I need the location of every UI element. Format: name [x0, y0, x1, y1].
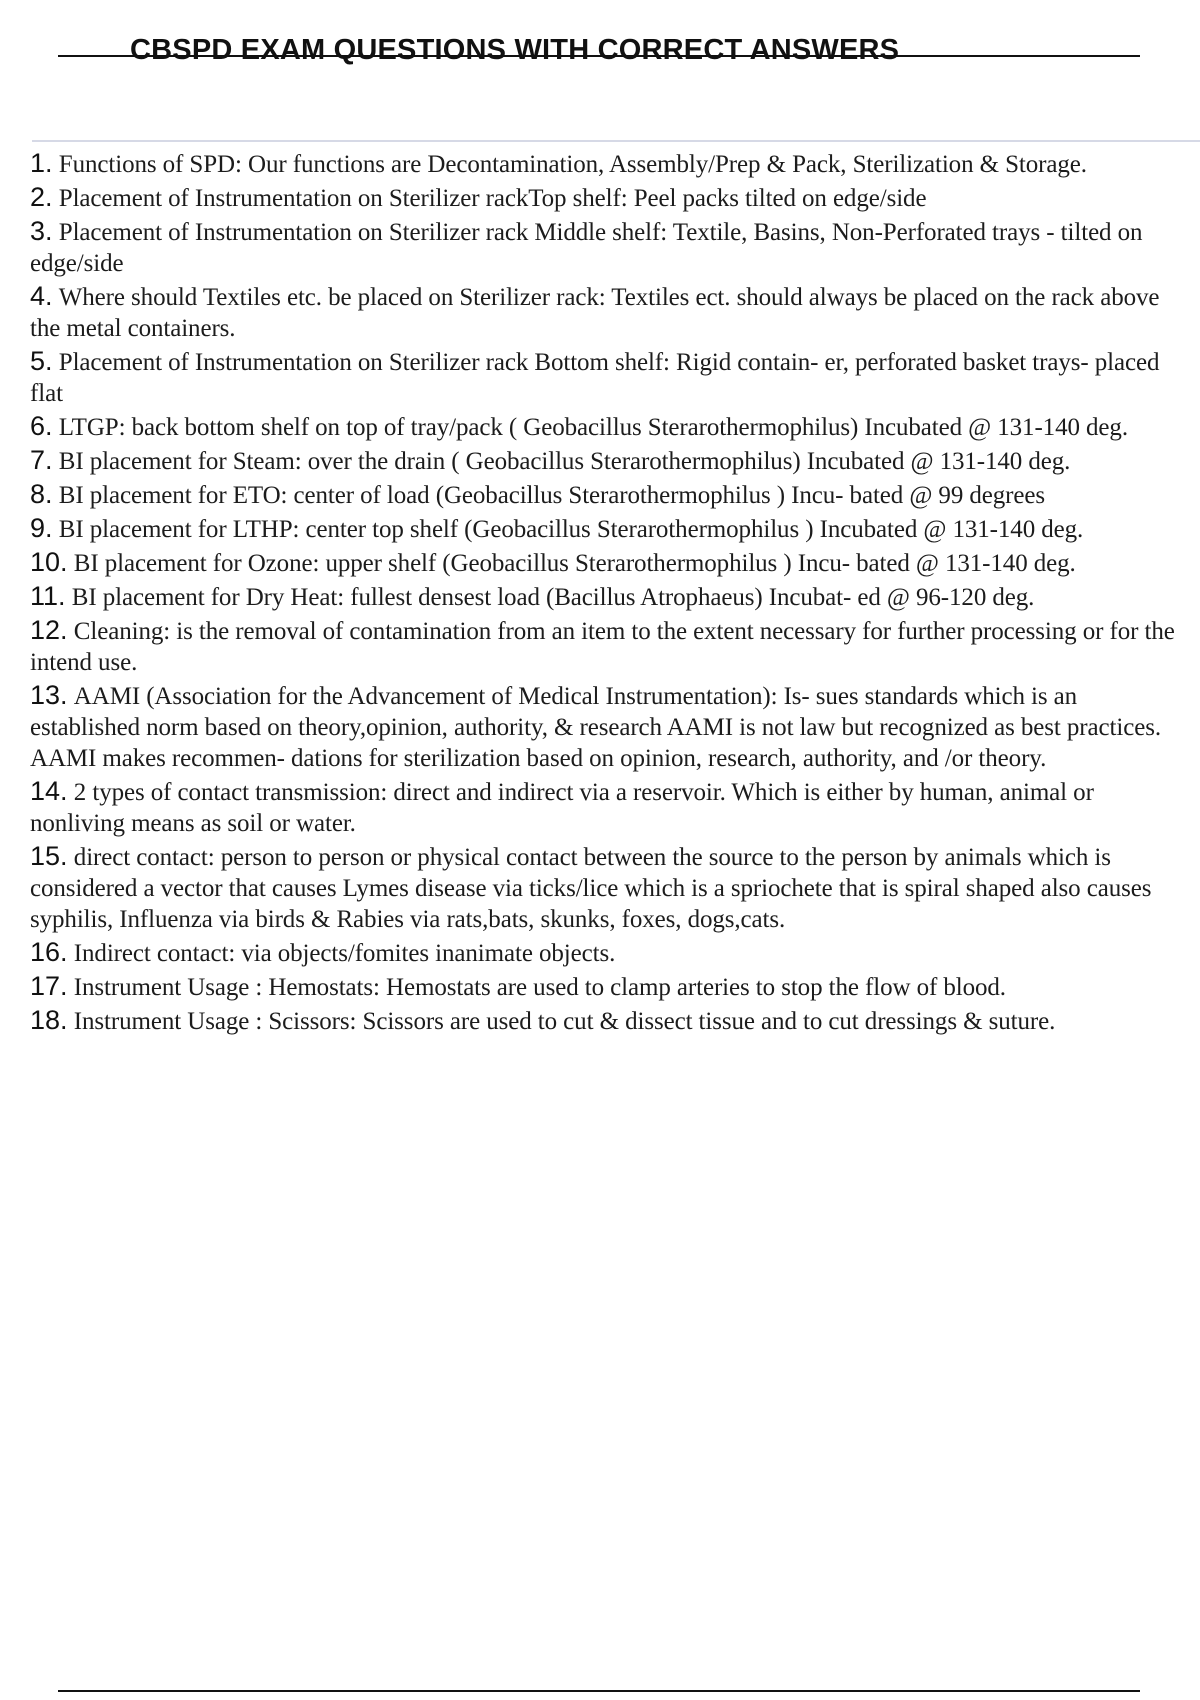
qa-number: 10.	[30, 547, 68, 577]
qa-text: Instrument Usage : Hemostats: Hemostats are used to clamp arteries to stop the flow of blood.	[73, 974, 1006, 1001]
qa-text: Placement of Instrumentation on Sterilizer rackTop shelf: Peel packs tilted on edge/side	[58, 185, 927, 212]
qa-item-18	[30, 1005, 1190, 1037]
qa-number: 17.	[30, 971, 68, 1001]
qa-text: Cleaning: is the removal of contamination from an item to the extent necessary for further processing or for the intend use.	[30, 618, 1175, 676]
qa-item-15	[30, 841, 1190, 935]
qa-number: 18.	[30, 1005, 68, 1035]
qa-text: Placement of Instrumentation on Sterilizer rack Bottom shelf: Rigid contain- er, perforated basket trays- placed flat	[30, 349, 1160, 407]
footer-rule	[58, 1690, 1140, 1692]
header-separator	[32, 140, 1200, 142]
qa-item-11	[30, 581, 1190, 613]
qa-number: 8.	[30, 479, 53, 509]
qa-list	[30, 148, 1190, 1039]
qa-text: BI placement for Steam: over the drain ( Geobacillus Sterarothermophilus) Incubated @ 131-140 deg.	[58, 448, 1071, 475]
qa-number: 16.	[30, 937, 68, 967]
qa-item-13	[30, 680, 1190, 774]
qa-number: 1.	[30, 148, 53, 178]
qa-number: 9.	[30, 513, 53, 543]
qa-number: 15.	[30, 841, 68, 871]
qa-text: BI placement for Dry Heat: fullest densest load (Bacillus Atrophaeus) Incubat- ed @ 96-120 deg.	[71, 584, 1035, 611]
qa-number: 6.	[30, 411, 53, 441]
qa-item-3	[30, 216, 1190, 279]
qa-item-4	[30, 281, 1190, 344]
qa-number: 12.	[30, 615, 68, 645]
qa-text: 2 types of contact transmission: direct and indirect via a reservoir. Which is either by human, animal or nonliving means as soil or water.	[30, 779, 1094, 837]
document-title: CBSPD EXAM QUESTIONS WITH CORRECT ANSWERS	[130, 34, 900, 66]
qa-item-6	[30, 411, 1190, 443]
qa-item-9	[30, 513, 1190, 545]
qa-number: 13.	[30, 680, 68, 710]
qa-number: 2.	[30, 182, 53, 212]
qa-text: Placement of Instrumentation on Sterilizer rack Middle shelf: Textile, Basins, Non-Perforated trays - tilted on edge/side	[30, 219, 1143, 277]
qa-item-14	[30, 776, 1190, 839]
qa-number: 14.	[30, 776, 68, 806]
qa-text: Functions of SPD: Our functions are Decontamination, Assembly/Prep & Pack, Sterilization & Storage.	[58, 151, 1087, 178]
qa-item-12	[30, 615, 1190, 678]
qa-text: BI placement for Ozone: upper shelf (Geobacillus Sterarothermophilus ) Incu- bated @ 131-140 deg.	[73, 550, 1076, 577]
qa-item-8	[30, 479, 1190, 511]
qa-text: AAMI (Association for the Advancement of Medical Instrumentation): Is- sues standards which is an established norm based on theory,opinion, authority, & research AAMI is not law but recognized as best practices. AAMI makes recommen- dations for sterilization based on opinion, research, authority, and /or theory.	[30, 683, 1161, 772]
qa-number: 5.	[30, 346, 53, 376]
qa-text: LTGP: back bottom shelf on top of tray/pack ( Geobacillus Sterarothermophilus) Incubated @ 131-140 deg.	[58, 414, 1128, 441]
qa-item-5	[30, 346, 1190, 409]
qa-text: BI placement for LTHP: center top shelf (Geobacillus Sterarothermophilus ) Incubated @ 131-140 deg.	[58, 516, 1084, 543]
qa-number: 4.	[30, 281, 53, 311]
qa-item-10	[30, 547, 1190, 579]
qa-text: BI placement for ETO: center of load (Geobacillus Sterarothermophilus ) Incu- bated @ 99 degrees	[58, 482, 1046, 509]
qa-number: 3.	[30, 216, 53, 246]
qa-item-1	[30, 148, 1190, 180]
qa-item-2	[30, 182, 1190, 214]
qa-item-7	[30, 445, 1190, 477]
qa-text: direct contact: person to person or physical contact between the source to the person by animals which is considered a vector that causes Lymes disease via ticks/lice which is a spriochete that is spiral shaped also causes syphilis, Influenza via birds & Rabies via rats,bats, skunks, foxes, dogs,cats.	[30, 844, 1152, 933]
qa-number: 7.	[30, 445, 53, 475]
document-header	[58, 30, 1140, 70]
qa-text: Where should Textiles etc. be placed on Sterilizer rack: Textiles ect. should always be placed on the rack above the metal containers.	[30, 284, 1160, 342]
qa-text: Instrument Usage : Scissors: Scissors are used to cut & dissect tissue and to cut dressings & suture.	[73, 1008, 1056, 1035]
qa-item-17	[30, 971, 1190, 1003]
qa-item-16	[30, 937, 1190, 969]
qa-number: 11.	[30, 581, 66, 611]
qa-text: Indirect contact: via objects/fomites inanimate objects.	[73, 940, 616, 967]
